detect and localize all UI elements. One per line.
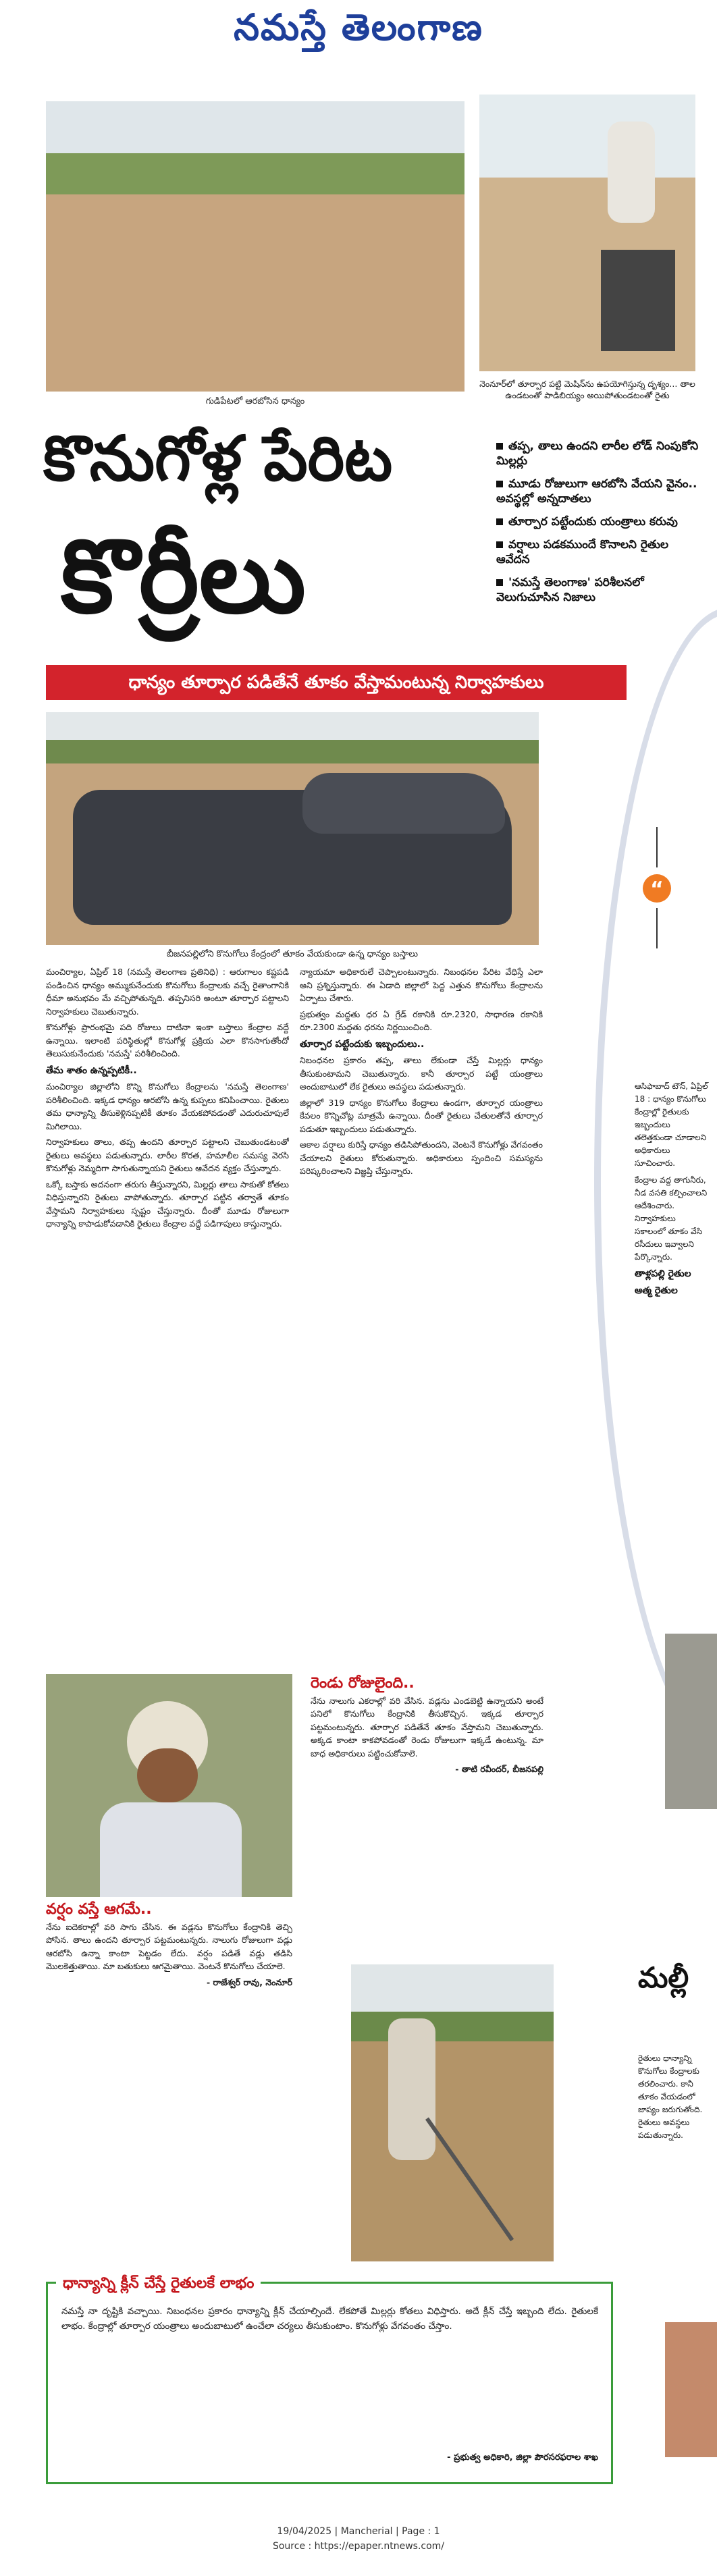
bullet-list bbox=[496, 439, 699, 605]
photo-drying-grain bbox=[46, 101, 464, 392]
story-two-heading: రెండు రోజులైంది.. bbox=[311, 1675, 415, 1692]
story-three-heading: వర్షం వస్తే ఆగమే.. bbox=[46, 1901, 152, 1918]
bullet-item: తప్ప, తాలు ఉందని లారీల లోడ్ నింపుకోని మిల్లర్లు bbox=[496, 439, 699, 468]
photo-farmer-rake bbox=[351, 1964, 554, 2261]
article-subheading: తూర్పార పట్టేందుకు ఇబ్బందులు.. bbox=[300, 1038, 425, 1050]
right-partial-heading: మల్లీ bbox=[638, 1961, 689, 1994]
footer-date-edition: 19/04/2025 | Mancherial | Page : 1 bbox=[277, 2526, 440, 2537]
caption-tarp: బీజనపల్లిలోని కొనుగోలు కేంద్రంలో తూకం వేయకుండా ఉన్న ధాన్యం బస్తాలు bbox=[167, 949, 418, 959]
article-column-1 bbox=[46, 965, 289, 1674]
right-partial-body: రైతులు ధాన్యాన్ని కొనుగోలు కేంద్రాలకు తరలించారు. కానీ తూకం వేయడంలో జాప్యం జరుగుతోంది. రైతులు అవస్థలు పడుతున్నారు. bbox=[638, 2052, 714, 2255]
article-paragraph: మంచిర్యాల జిల్లాలోని కొన్ని కొనుగోలు కేంద్రాలను 'నమస్తే తెలంగాణ' పరిశీలించింది. ఇక్కడ ధాన్యం ఆరబోసి ఉన్న కుప్పలు కనిపించాయి. రైతులు తమ ధాన్యాన్ని తీసుకెళ్లినప్పటికీ తూకం వేయకపోవడంతో ఎదురుచూపులే మిగిలాయి. bbox=[46, 1081, 289, 1131]
story-three-body: నేను ఐదెకరాల్లో వరి సాగు చేసిన. ఈ వడ్లను కొనుగోలు కేంద్రానికి తెచ్చి పోసిన. తాలు ఉందని తూర్పార పట్టమంటున్నరు. నాలుగు రోజులుగా వడ్లు ఆరబోసి ఉన్నా కాంటా పెట్టడం లేదు. వర్షం పడితే వడ్లు తడిసి మొలకెత్తుతాయి. మా బతుకులు ఆగమైతాయి. వెంటనే కొనుగోలు చేయాలె. bbox=[46, 1921, 292, 1971]
bullet-item: మూడు రోజులుగా ఆరబోసి వేయని వైనం.. అవస్థల్లో అన్నదాతలు bbox=[496, 477, 697, 506]
photo-right-bottom bbox=[665, 2322, 717, 2457]
article-paragraph: ప్రభుత్వం మద్దతు ధర ఏ గ్రేడ్ రకానికి రూ.2320, సాధారణ రకానికి రూ.2300 మద్దతు ధరను నిర్ణయించింది. bbox=[300, 1009, 543, 1032]
photo-tarp-bags bbox=[46, 712, 539, 945]
story-two bbox=[311, 1674, 543, 1958]
footer-source-link[interactable]: Source : https://epaper.ntnews.com/ bbox=[272, 2541, 445, 2552]
photo-right-partial bbox=[665, 1634, 717, 1809]
photo-winnowing bbox=[479, 95, 695, 371]
article-subheading: తేమ శాతం ఉన్నప్పటికీ.. bbox=[46, 1065, 137, 1076]
side-paragraph: ఆసిఫాబాద్ టౌన్, ఏప్రిల్ 18 : ధాన్యం కొనుగోలు కేంద్రాల్లో రైతులకు ఇబ్బందులు తలెత్తకుండా చూడాలని అధికారులు సూచించారు. bbox=[635, 1081, 708, 1168]
bullet-item: వర్షాలు పడకముందే కొనాలని రైతుల ఆవేదన bbox=[496, 538, 669, 566]
article-paragraph: మంచిర్యాల, ఏప్రిల్ 18 (నమస్తే తెలంగాణ ప్రతినిధి) : ఆరుగాలం కష్టపడి పండించిన ధాన్యం అమ్ముకునేందుకు కొనుగోలు కేంద్రాలకు వచ్చే రైతాంగానికి ధీమా అనుభవం మే వచ్చిపోతున్నది. తప్పనిసరి అంటూ తూర్పార పట్టాలని నిర్వాహకులు చెబుతున్నారు. bbox=[46, 967, 289, 1017]
bullet-item: తూర్పార పట్టేందుకు యంత్రాలు కరువు bbox=[496, 514, 699, 529]
story-three-byline: - రాజేశ్వర్ రావు, నెంనూర్ bbox=[206, 1977, 292, 1987]
headline-line2: కొర్రీలు bbox=[61, 518, 307, 636]
official-statement-byline: - ప్రభుత్వ అధికారి, జిల్లా పౌరసరఫరాల శాఖ bbox=[447, 2452, 598, 2463]
caption-top-left: గుడిపేటలో ఆరబోసిన ధాన్యం bbox=[205, 396, 305, 406]
subheadline-banner: ధాన్యం తూర్పార పడితేనే తూకం వేస్తామంటున్న నిర్వాహకులు bbox=[46, 665, 627, 700]
bullet-item: 'నమస్తే తెలంగాణ' పరిశీలనలో వెలుగుచూసిన నిజాలు bbox=[496, 576, 644, 604]
article-paragraph: జిల్లాలో 319 ధాన్యం కొనుగోలు కేంద్రాలు ఉండగా, తూర్పార యంత్రాలు కేవలం కొన్నిచోట్ల మాత్రమే ఉన్నాయి. దీంతో రైతులు చేతులతోనే తూర్పార పడుతూ ఇబ్బందులు పడుతున్నారు. bbox=[300, 1097, 543, 1134]
official-statement-box bbox=[46, 2275, 613, 2484]
side-article bbox=[635, 1080, 709, 1485]
side-subheading: తాళ్లపల్లి రైతుల bbox=[635, 1268, 691, 1279]
caption-top-right: నెంనూర్‌లో తూర్పార పట్టి మెషిన్‌ను ఉపయోగిస్తున్న దృశ్యం... తాల ఉండటంతో పాడిబియ్యం అయిపోతుండటంతో రైతు bbox=[479, 379, 695, 400]
article-paragraph: న్యాయమా అధికారులే చెప్పాలంటున్నారు. నిబంధనల పేరిట వేధిస్తే ఎలా అని ప్రశ్నిస్తున్నారు. ఈ ఏడాది జిల్లాలో పెద్ద ఎత్తున కొనుగోలు కేంద్రాలను ఏర్పాటు చేశారు. bbox=[300, 967, 543, 1003]
story-three bbox=[46, 1900, 292, 2278]
official-statement-heading: ధాన్యాన్ని క్లీన్ చేస్తే రైతులకే లాభం bbox=[56, 2272, 261, 2296]
article-paragraph: నిర్వాహకులు తాలు, తప్ప ఉందని తూర్పార పట్టాలని చెబుతుండటంతో రైతులు అవస్థలు పడుతున్నారు. లారీల కొరత, హమాలీల సమస్య వెరసి కొనుగోళ్లు నెమ్మదిగా సాగుతున్నాయని రైతులు ఆవేదన వ్యక్తం చేస్తున్నారు. bbox=[46, 1137, 289, 1173]
article-column-2 bbox=[300, 965, 543, 1674]
side-paragraph: కేంద్రాల వద్ద తాగునీరు, నీడ వసతి కల్పించాలని ఆదేశించారు. నిర్వాహకులు సకాలంలో తూకం వేసి రసీదులు ఇవ్వాలని పేర్కొన్నారు. bbox=[635, 1175, 708, 1262]
article-paragraph: నిబంధనల ప్రకారం తప్ప, తాలు లేకుండా చేస్తే మిల్లర్లు ధాన్యం తీసుకుంటామని చెబుతున్నారు. కానీ తూర్పార పట్టే యంత్రాలు అందుబాటులో లేక రైతులు అవస్థలు పడుతున్నారు. bbox=[300, 1055, 543, 1092]
quote-icon: “ bbox=[643, 874, 671, 903]
story-two-byline: - తాటి రవీందర్, బీజనపల్లి bbox=[455, 1764, 543, 1774]
headline-line1: కొనుగోళ్ల పేరిట bbox=[43, 423, 393, 495]
photo-farmer-turban bbox=[46, 1674, 292, 1897]
masthead: నమస్తే తెలంగాణ bbox=[234, 5, 483, 49]
story-two-body: నేను నాలుగు ఎకరాల్లో వరి వేసిన. వడ్లను ఎండబెట్టి ఉన్నాయని అంటే పనిలో కొనుగోలు కేంద్రానికి తీసుకొచ్చిన. ఇక్కడ తూర్పార పట్టమంటున్నరు. తూర్పార పడితేనే తూకం వేస్తామని చెబుతున్నారు. అక్కడ కాంటా కాకపోవడంతో రెండు రోజులుగా ఇక్కడే ఉంటున్న. మా బాధ అధికారులు పట్టించుకోవాలె. bbox=[311, 1695, 543, 1759]
side-subheading: ఆత్మ రైతుల bbox=[635, 1285, 678, 1296]
article-paragraph: ఒక్కో బస్తాకు అదనంగా తరుగు తీస్తున్నారని, మిల్లర్లు తాలు సాకుతో కోతలు విధిస్తున్నారని రైతులు వాపోతున్నారు. తూర్పార పట్టిన తర్వాతే తూకం వేస్తామని నిర్వాహకులు స్పష్టం చేస్తున్నారు. దీంతో మూడు రోజులుగా ధాన్యాన్ని కాపాడుకోవడానికి రైతులు కేంద్రాల వద్దే పడిగాపులు కాస్తున్నారు. bbox=[46, 1179, 289, 1229]
article-paragraph: అకాల వర్షాలు కురిస్తే ధాన్యం తడిసిపోతుందని, వెంటనే కొనుగోళ్లు వేగవంతం చేయాలని రైతులు కోరుతున్నారు. అధికారులు స్పందించి సమస్యను పరిష్కరించాలని విజ్ఞప్తి చేస్తున్నారు. bbox=[300, 1139, 543, 1176]
official-statement-body: నమస్తే నా దృష్టికి వచ్చాయి. నిబంధనల ప్రకారం ధాన్యాన్ని క్లీన్ చేయాల్సిందే. లేకపోతే మిల్లర్లు కోతలు విధిస్తారు. అదే క్లీన్ చేస్తే ఇబ్బంది లేదు. రైతులకే లాభం. కేంద్రాల్లో తూర్పార యంత్రాలు అందుబాటులో ఉంచేలా చర్యలు తీసుకుంటాం. కొనుగోళ్లు వేగవంతం చేస్తాం. bbox=[61, 2306, 598, 2332]
article-paragraph: కొనుగోళ్లు ప్రారంభమై పది రోజులు దాటినా ఇంకా బస్తాలు కేంద్రాల వద్దే ఉన్నాయి. ఇలాంటి పరిస్థితుల్లో కొనుగోళ్ల ప్రక్రియ ఎలా కొనసాగుతోందో తెలుసుకునేందుకు 'నమస్తే' పరిశీలించింది. bbox=[46, 1022, 289, 1058]
